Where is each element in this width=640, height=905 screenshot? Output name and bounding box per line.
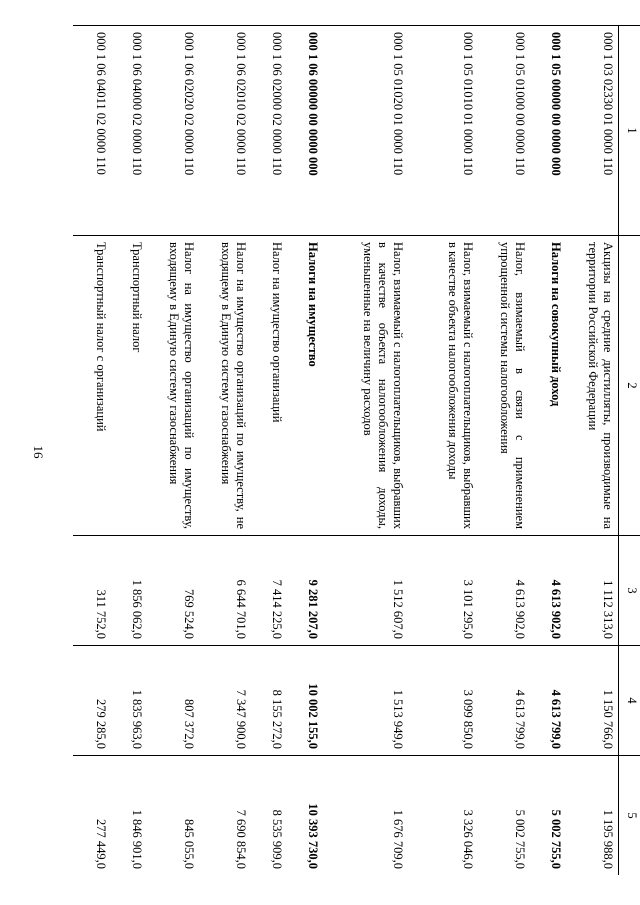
table-row	[200, 26, 252, 876]
row-name: Налог, взимаемый в связи с применением упрощенной системы налогообложения	[479, 236, 531, 536]
row-value-col3: 1 856 062,0	[112, 536, 148, 646]
row-value-col3: 9 281 207,0	[288, 536, 324, 646]
row-value-col5: 845 055,0	[148, 756, 200, 876]
row-value-col4: 1 835 963,0	[112, 646, 148, 756]
row-code: 000 1 06 02020 02 0000 110	[148, 26, 200, 236]
table-row	[252, 26, 288, 876]
row-value-col5: 5 002 755,0	[479, 756, 531, 876]
col-header-4: 4	[619, 646, 640, 756]
table-viewport	[62, 25, 640, 875]
row-value-col3: 1 112 313,0	[567, 536, 619, 646]
table-row	[288, 26, 324, 876]
row-value-col5: 1 846 901,0	[112, 756, 148, 876]
col-header-2: 2	[619, 236, 640, 536]
page-number: 16	[31, 445, 46, 459]
budget-table	[74, 25, 640, 875]
row-code: 000 1 06 02000 02 0000 110	[252, 26, 288, 236]
table-row	[148, 26, 200, 876]
row-code: 000 1 05 00000 00 0000 000	[531, 26, 567, 236]
table-rotated	[62, 25, 640, 875]
row-value-col5: 1 195 988,0	[567, 756, 619, 876]
row-value-col5: 5 002 755,0	[531, 756, 567, 876]
row-value-col4: 4 613 799,0	[531, 646, 567, 756]
header-row	[619, 26, 640, 876]
row-name: Налоги на совокупный доход	[531, 236, 567, 536]
row-value-col4: 7 347 900,0	[200, 646, 252, 756]
table-row	[479, 26, 531, 876]
row-code: 000 1 03 02330 01 0000 110	[567, 26, 619, 236]
row-name: Транспортный налог	[112, 236, 148, 536]
row-name: Акцизы на средние дистилляты, производимые на территории Российской Федерации	[567, 236, 619, 536]
row-code: 000 1 05 01000 00 0000 110	[479, 26, 531, 236]
row-value-col5: 7 690 854,0	[200, 756, 252, 876]
row-value-col3: 311 752,0	[74, 536, 112, 646]
row-value-col3: 7 414 225,0	[252, 536, 288, 646]
row-name: Налог на имущество организаций	[252, 236, 288, 536]
col-header-3: 3	[619, 536, 640, 646]
row-value-col3: 1 512 607,0	[324, 536, 409, 646]
row-code: 000 1 06 04000 02 0000 110	[112, 26, 148, 236]
row-value-col5: 8 535 909,0	[252, 756, 288, 876]
row-value-col3: 3 101 295,0	[409, 536, 479, 646]
row-code: 000 1 06 02010 02 0000 110	[200, 26, 252, 236]
row-code: 000 1 05 01010 01 0000 110	[409, 26, 479, 236]
row-name: Налог на имущество организаций по имуществу, входящему в Единую систему газоснабжения	[148, 236, 200, 536]
row-code: 000 1 06 04011 02 0000 110	[74, 26, 112, 236]
row-value-col5: 1 676 709,0	[324, 756, 409, 876]
row-name: Налог на имущество организаций по имуществу, не входящему в Единую систему газоснабжения	[200, 236, 252, 536]
row-value-col3: 6 644 701,0	[200, 536, 252, 646]
row-value-col4: 1 150 766,0	[567, 646, 619, 756]
row-value-col3: 4 613 902,0	[531, 536, 567, 646]
row-value-col4: 279 285,0	[74, 646, 112, 756]
row-value-col5: 10 393 730,0	[288, 756, 324, 876]
table-row	[112, 26, 148, 876]
row-value-col4: 1 513 949,0	[324, 646, 409, 756]
row-value-col4: 4 613 799,0	[479, 646, 531, 756]
row-value-col4: 8 155 272,0	[252, 646, 288, 756]
col-header-1: 1	[619, 26, 640, 236]
row-value-col4: 10 002 155,0	[288, 646, 324, 756]
row-name: Налог, взимаемый с налогоплательщиков, выбравших в качестве объекта налогообложения доходы	[409, 236, 479, 536]
row-value-col5: 3 326 046,0	[409, 756, 479, 876]
row-value-col3: 4 613 902,0	[479, 536, 531, 646]
row-value-col4: 3 099 850,0	[409, 646, 479, 756]
row-code: 000 1 05 01020 01 0000 110	[324, 26, 409, 236]
table-row	[324, 26, 409, 876]
row-value-col5: 277 449,0	[74, 756, 112, 876]
table-row	[567, 26, 619, 876]
table-row	[409, 26, 479, 876]
table-row	[531, 26, 567, 876]
row-value-col3: 769 524,0	[148, 536, 200, 646]
row-code: 000 1 06 00000 00 0000 000	[288, 26, 324, 236]
row-name: Транспортный налог с организаций	[74, 236, 112, 536]
table-body	[74, 26, 619, 876]
row-name: Налог, взимаемый с налогоплательщиков, выбравших в качестве объекта налогообложения доходы, уменьшенные на величину расходов	[324, 236, 409, 536]
row-name: Налоги на имущество	[288, 236, 324, 536]
row-value-col4: 807 372,0	[148, 646, 200, 756]
col-header-5: 5	[619, 756, 640, 876]
table-row	[74, 26, 112, 876]
